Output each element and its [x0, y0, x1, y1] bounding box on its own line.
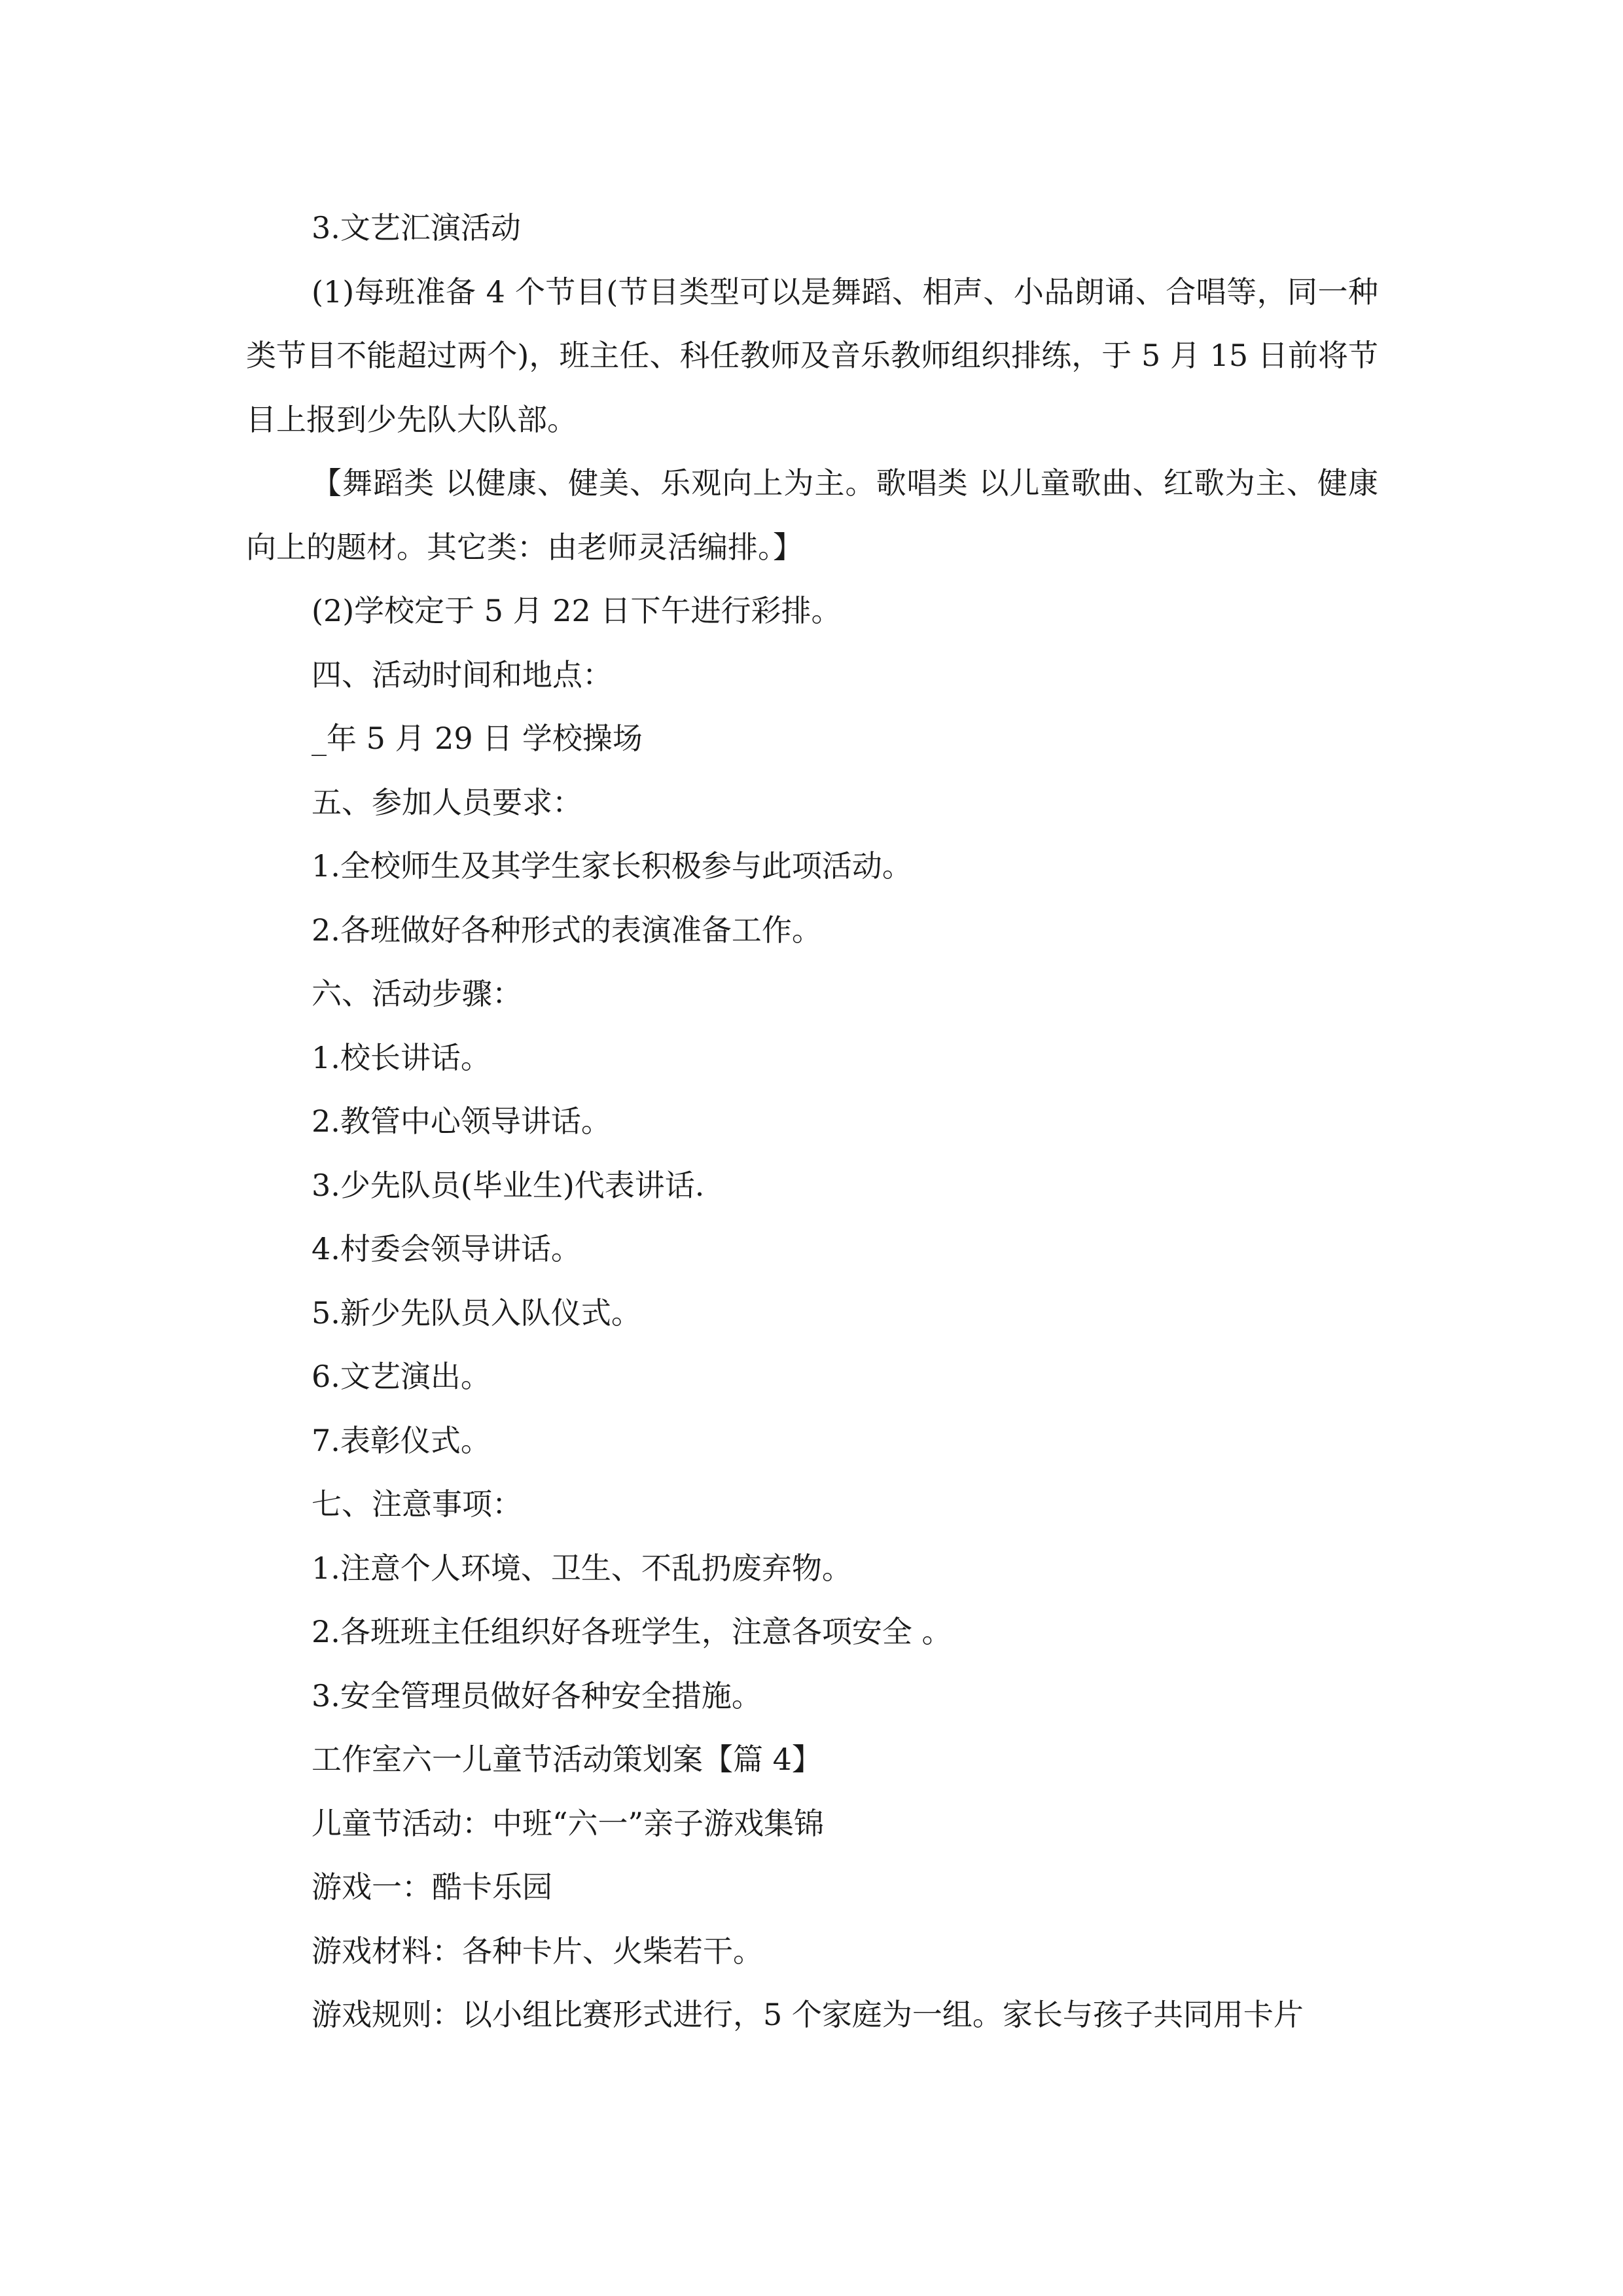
section-heading-steps: 六、活动步骤： — [312, 976, 522, 1011]
list-item: 2.各班做好各种形式的表演准备工作。 — [312, 912, 822, 948]
document-body — [246, 196, 1378, 2047]
list-item: 6.文艺演出。 — [312, 1359, 491, 1394]
section-heading-notes: 七、注意事项： — [312, 1486, 522, 1522]
article-title-part4: 工作室六一儿童节活动策划案【篇 4】 — [312, 1742, 822, 1777]
list-item: 4.村委会领导讲话。 — [312, 1231, 581, 1266]
list-item: 2.各班班主任组织好各班学生，注意各项安全 。 — [312, 1614, 952, 1649]
section-heading-performance: 3.文艺汇演活动 — [312, 210, 521, 245]
paragraph-program-prep: (1)每班准备 4 个节目(节目类型可以是舞蹈、相声、小品朗诵、合唱等，同一种类节目不能超过两个)，班主任、科任教师及音乐教师组织排练，于 5 月 15 日前将节目上报到少先队大队部。 — [246, 274, 1378, 437]
paragraph-game-one: 游戏一：酷卡乐园 — [312, 1869, 552, 1905]
paragraph-program-categories: 【舞蹈类 以健康、健美、乐观向上为主。歌唱类 以儿童歌曲、红歌为主、健康向上的题材。其它类：由老师灵活编排。】 — [246, 465, 1378, 565]
list-item: 1.校长讲话。 — [312, 1039, 491, 1075]
paragraph-game-rules: 游戏规则：以小组比赛形式进行，5 个家庭为一组。家长与孩子共同用卡片 — [312, 1997, 1304, 2032]
paragraph-rehearsal: (2)学校定于 5 月 22 日下午进行彩排。 — [312, 593, 842, 628]
list-item: 3.安全管理员做好各种安全措施。 — [312, 1677, 762, 1713]
list-item: 7.表彰仪式。 — [312, 1422, 491, 1458]
list-item: 5.新少先队员入队仪式。 — [312, 1295, 641, 1331]
paragraph-game-materials: 游戏材料：各种卡片、火柴若干。 — [312, 1933, 763, 1969]
paragraph-date-location: _年 5 月 29 日 学校操场 — [312, 721, 643, 756]
list-item: 2.教管中心领导讲话。 — [312, 1103, 611, 1139]
list-item: 3.少先队员(毕业生)代表讲话. — [312, 1167, 705, 1203]
paragraph-activity-name: 儿童节活动：中班“六一”亲子游戏集锦 — [312, 1805, 825, 1841]
list-item: 1.注意个人环境、卫生、不乱扔废弃物。 — [312, 1550, 852, 1586]
section-heading-time-place: 四、活动时间和地点： — [312, 656, 613, 692]
list-item: 1.全校师生及其学生家长积极参与此项活动。 — [312, 848, 912, 884]
section-heading-participants: 五、参加人员要求： — [312, 784, 582, 820]
